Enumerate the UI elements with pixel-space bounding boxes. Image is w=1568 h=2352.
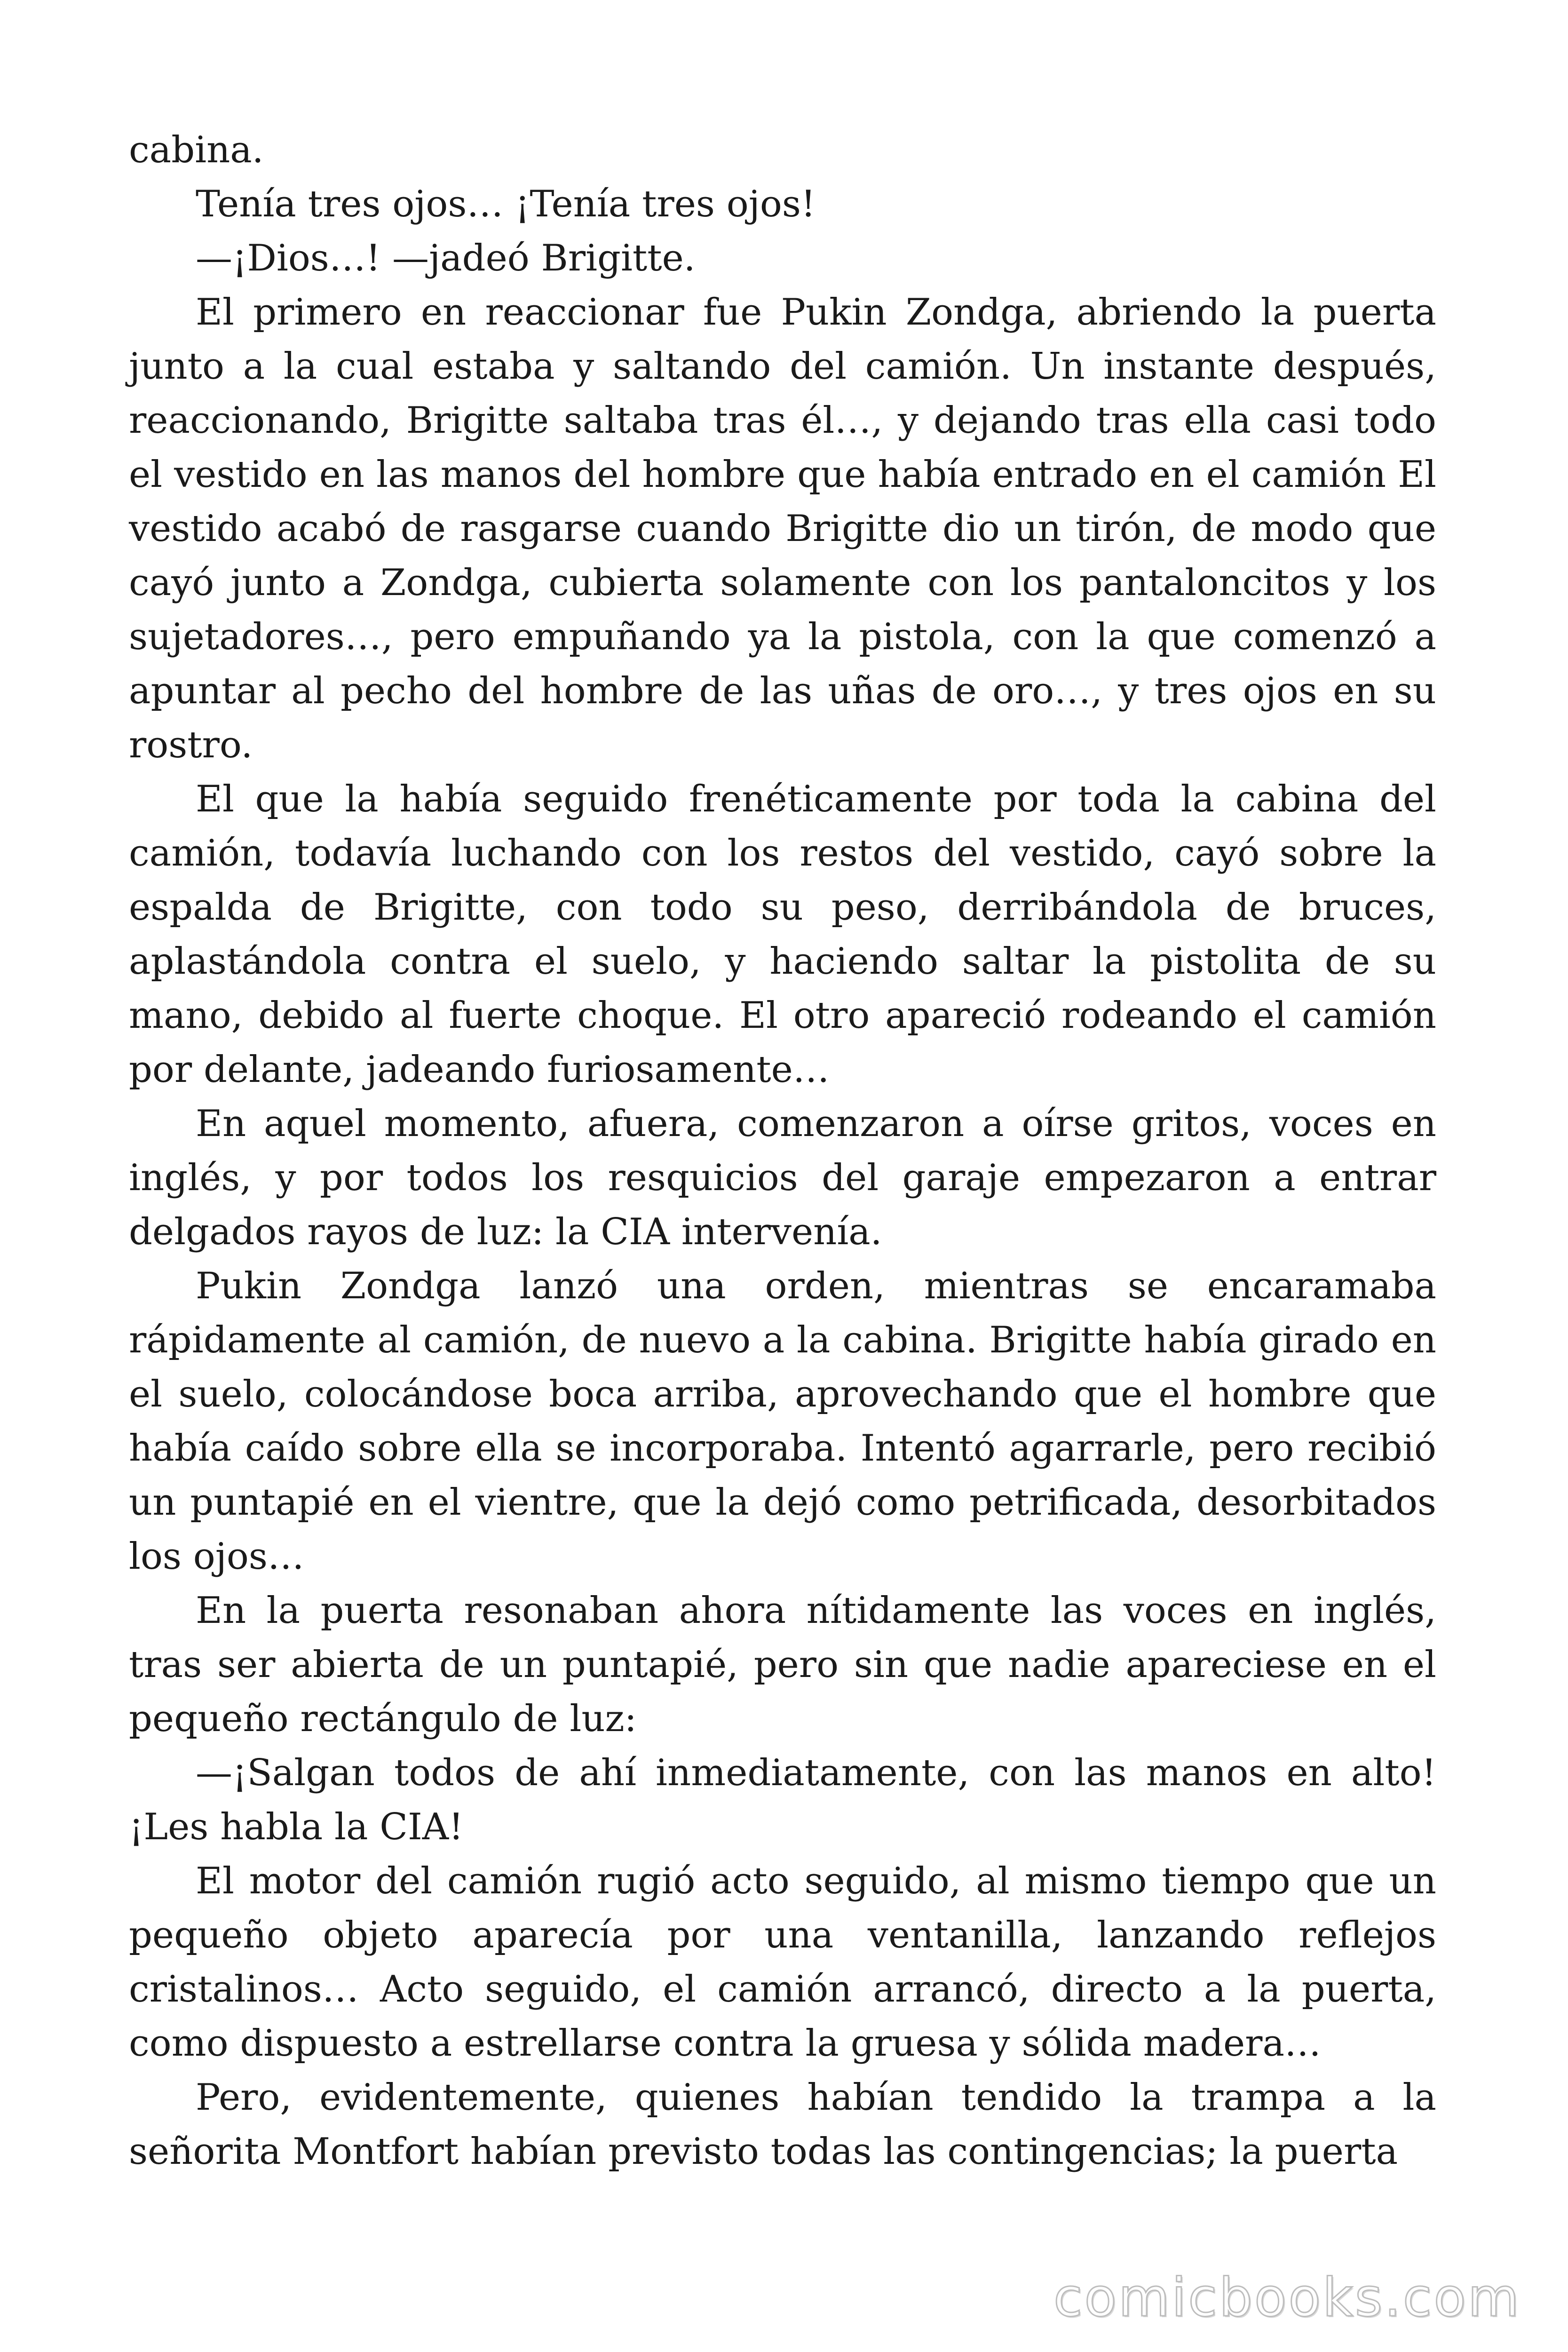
watermark-logo: comicbooks.com: [1053, 2267, 1521, 2328]
page-text: [129, 123, 1436, 2221]
paragraph: El primero en reaccionar fue Pukin Zondga, abriendo la puerta junto a la cual estaba y saltando del camión. Un instante después, reaccionando, Brigitte saltaba tras él…, y dejando tras ella casi todo el vestido en las manos del hombre que había entrado en el camión El vestido acabó de rasgarse cuando Brigitte dio un tirón, de modo que cayó junto a Zondga, cubierta solamente con los pantaloncitos y los sujetadores…, pero empuñando ya la pistola, con la que comenzó a apuntar al pecho del hombre de las uñas de oro…, y tres ojos en su rostro.: [129, 291, 1436, 766]
paragraph: En la puerta resonaban ahora nítidamente las voces en inglés, tras ser abierta de un puntapié, pero sin que nadie apareciese en el pequeño rectángulo de luz:: [129, 1589, 1436, 1740]
paragraph: —¡Salgan todos de ahí inmediatamente, con las manos en alto! ¡Les habla la CIA!: [129, 1752, 1436, 1848]
paragraph: —¡Dios…! —jadeó Brigitte.: [196, 237, 696, 279]
paragraph: El motor del camión rugió acto seguido, al mismo tiempo que un pequeño objeto aparecía por una ventanilla, lanzando reflejos cristalinos… Acto seguido, el camión arrancó, directo a la puerta, como dispuesto a estrellarse contra la gruesa y sólida madera…: [129, 1860, 1436, 2065]
paragraph: Tenía tres ojos… ¡Tenía tres ojos!: [196, 183, 816, 225]
paragraph: cabina.: [129, 129, 264, 171]
paragraph: El que la había seguido frenéticamente por toda la cabina del camión, todavía luchando con los restos del vestido, cayó sobre la espalda de Brigitte, con todo su peso, derribándola de bruces, aplastándola contra el suelo, y haciendo saltar la pistolita de su mano, debido al fuerte choque. El otro apareció rodeando el camión por delante, jadeando furiosamente…: [129, 778, 1436, 1091]
paragraph: Pero, evidentemente, quienes habían tendido la trampa a la señorita Montfort habían previsto todas las contingencias; la puerta: [129, 2076, 1436, 2173]
paragraph: En aquel momento, afuera, comenzaron a oírse gritos, voces en inglés, y por todos los resquicios del garaje empezaron a entrar delgados rayos de luz: la CIA intervenía.: [129, 1103, 1436, 1253]
paragraph: Pukin Zondga lanzó una orden, mientras se encaramaba rápidamente al camión, de nuevo a la cabina. Brigitte había girado en el suelo, colocándose boca arriba, aprovechando que el hombre que había caído sobre ella se incorporaba. Intentó agarrarle, pero recibió un puntapié en el vientre, que la dejó como petrificada, desorbitados los ojos…: [129, 1265, 1436, 1578]
